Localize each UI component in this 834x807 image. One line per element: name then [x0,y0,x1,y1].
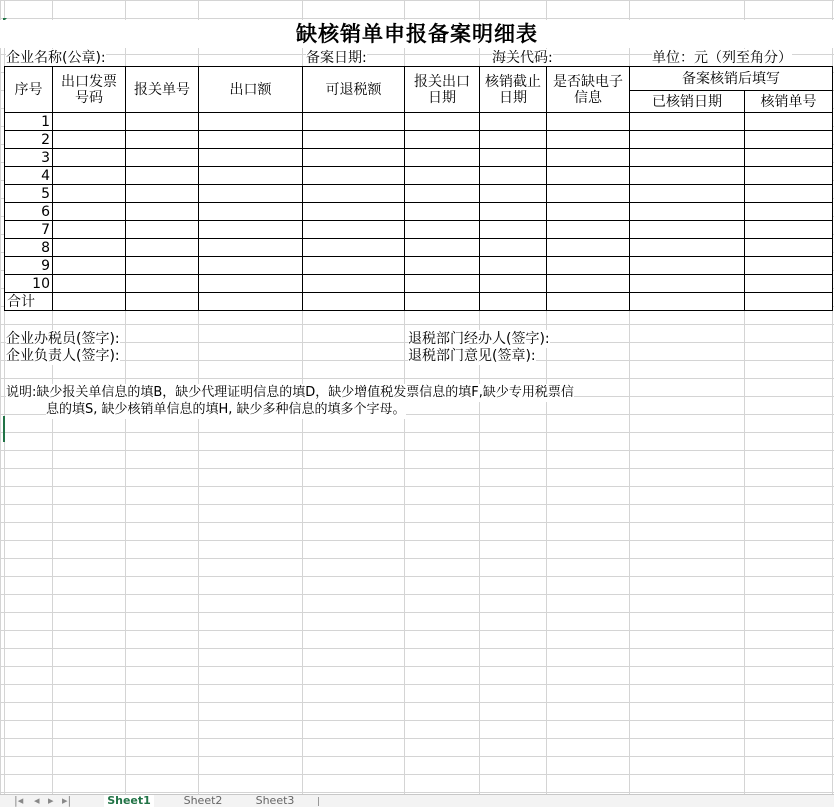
refund-handler-signature-label[interactable]: 退税部门经办人(签字): [408,331,550,347]
tab-separator [318,797,319,806]
prev-sheet-icon[interactable]: ◂ [34,794,40,807]
sheet-title[interactable]: 缺核销单申报备案明细表 [0,20,834,48]
row-index[interactable]: 10 [5,275,53,293]
tab-sheet2[interactable]: Sheet2 [183,795,223,807]
header-after-filing-group[interactable]: 备案核销后填写 [630,67,833,91]
filing-date-label[interactable]: 备案日期: [306,50,367,66]
total-label[interactable]: 合计 [5,293,53,311]
last-sheet-icon[interactable]: ▸| [62,794,72,807]
header-seq[interactable]: 序号 [5,67,53,113]
tab-sheet3[interactable]: Sheet3 [255,795,295,807]
row-index[interactable]: 2 [5,131,53,149]
company-name-label[interactable]: 企业名称(公章): [6,50,106,66]
unit-label[interactable]: 单位：元（列至角分） [652,50,792,66]
tab-sheet1[interactable]: Sheet1 [104,795,154,807]
header-verification-no[interactable]: 核销单号 [745,91,833,113]
sheet-tab-bar [0,794,834,807]
responsible-person-signature-label[interactable]: 企业负责人(签字): [6,348,120,364]
header-refundable-tax[interactable]: 可退税额 [303,67,405,113]
row-index[interactable]: 6 [5,203,53,221]
row-index[interactable]: 9 [5,257,53,275]
row-index[interactable]: 4 [5,167,53,185]
header-verified-date[interactable]: 已核销日期 [630,91,745,113]
row-index[interactable]: 3 [5,149,53,167]
note-line-2[interactable]: 息的填S, 缺少核销单信息的填H, 缺少多种信息的填多个字母。 [46,402,406,417]
header-declaration-export-date[interactable]: 报关出口日期 [405,67,480,113]
row-index[interactable]: 8 [5,239,53,257]
row-index[interactable]: 1 [5,113,53,131]
detail-table [4,66,833,311]
header-verification-deadline[interactable]: 核销截止日期 [480,67,547,113]
active-cell-indicator [3,416,5,442]
header-export-amount[interactable]: 出口额 [199,67,303,113]
header-declaration-no[interactable]: 报关单号 [126,67,199,113]
header-missing-e-info[interactable]: 是否缺电子信息 [547,67,630,113]
refund-opinion-stamp-label[interactable]: 退税部门意见(签章): [408,348,536,364]
header-invoice-no[interactable]: 出口发票号码 [53,67,126,113]
first-sheet-icon[interactable]: |◂ [14,794,24,807]
customs-code-label[interactable]: 海关代码: [492,50,553,66]
row-index[interactable]: 7 [5,221,53,239]
tax-clerk-signature-label[interactable]: 企业办税员(签字): [6,331,120,347]
row-index[interactable]: 5 [5,185,53,203]
note-line-1[interactable]: 说明:缺少报关单信息的填B，缺少代理证明信息的填D，缺少增值税发票信息的填F,缺少专用税票信 [6,385,574,400]
next-sheet-icon[interactable]: ▸ [48,794,54,807]
